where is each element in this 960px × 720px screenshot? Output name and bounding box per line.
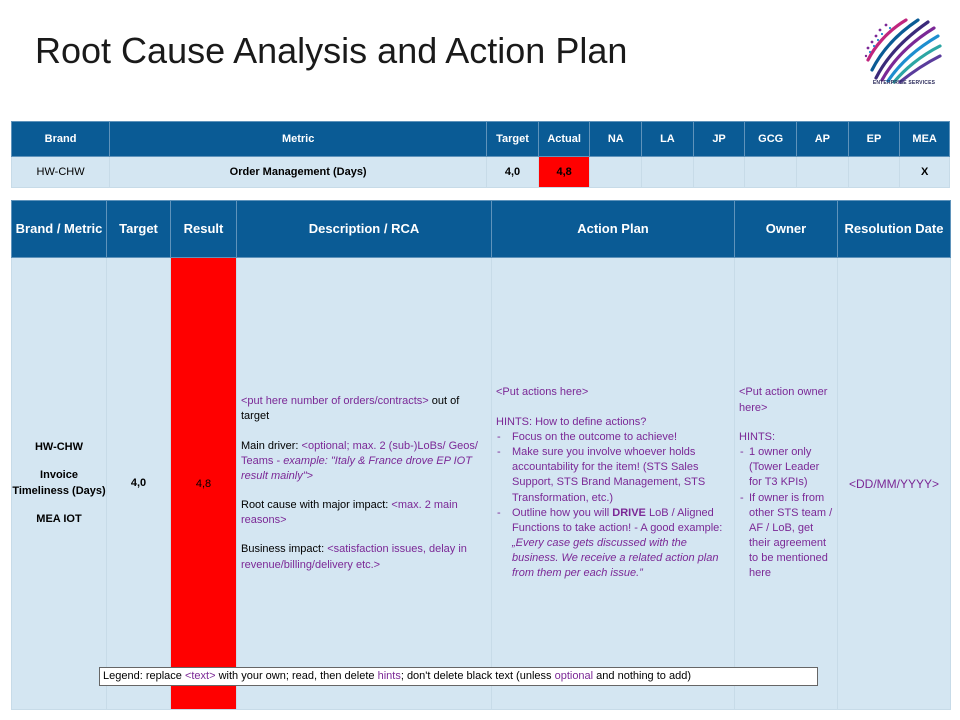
cell-na: [590, 157, 642, 188]
cell-gcg: [745, 157, 797, 188]
hint3-drive: DRIVE: [612, 506, 646, 519]
action-hints-list: [496, 430, 730, 582]
header-brand-metric: Brand / Metric: [12, 201, 107, 258]
owner-hint-item: - 1 owner only (Tower Leader for T3 KPIs): [739, 445, 833, 491]
cell-action-plan[interactable]: [492, 258, 735, 710]
header-ep: EP: [848, 122, 900, 157]
header-ap: AP: [797, 122, 849, 157]
header-la: LA: [642, 122, 694, 157]
legend-text: with your own; read, then delete: [215, 670, 378, 682]
region-label: MEA IOT: [36, 512, 82, 525]
header-target: Target: [107, 201, 171, 258]
header-owner: Owner: [735, 201, 838, 258]
owner-hint-item: - If owner is from other STS team / AF / LoB, get their agreement to be mentioned here: [739, 491, 833, 582]
header-action-plan: Action Plan: [492, 201, 735, 258]
legend-text: Legend: replace: [103, 670, 185, 682]
cell-brand: HW-CHW: [12, 157, 110, 188]
cell-target-value: 4,0: [107, 258, 171, 710]
summary-data-row: [12, 157, 950, 188]
cell-brand-metric: [12, 258, 107, 710]
cell-mea: X: [900, 157, 950, 188]
metric-label: Invoice Timeliness (Days): [12, 469, 106, 497]
action-hint-item: - Focus on the outcome to achieve!: [496, 430, 730, 445]
cell-actual: 4,8: [538, 157, 590, 188]
cell-description-rca[interactable]: [237, 258, 492, 710]
summary-table: [11, 121, 950, 188]
driver-line: [241, 439, 487, 485]
header-description-rca: Description / RCA: [237, 201, 492, 258]
header-result: Result: [171, 201, 237, 258]
business-impact-label: Business impact:: [241, 543, 328, 556]
action-hint-item: [496, 506, 730, 582]
business-impact-placeholder[interactable]: <satisfaction issues, delay in revenue/billing/delivery etc.>: [241, 543, 467, 571]
driver-placeholder[interactable]: <optional; max. 2 (sub-)LoBs/ Geos/ Teams -: [241, 439, 478, 467]
driver-close: >: [306, 469, 314, 482]
cell-owner[interactable]: [735, 258, 838, 710]
root-cause-label: Root cause with major impact:: [241, 499, 392, 512]
root-cause-placeholder[interactable]: <max. 2 main reasons>: [241, 499, 458, 527]
legend-hints-word: hints: [377, 670, 401, 682]
orders-placeholder[interactable]: <put here number of orders/contracts>: [241, 395, 429, 408]
orders-line: [241, 394, 487, 424]
driver-label: Main driver:: [241, 439, 302, 452]
legend-note: [99, 667, 818, 686]
legend-text: and nothing to add): [593, 670, 691, 682]
actions-placeholder[interactable]: <Put actions here>: [496, 386, 589, 399]
cell-target: 4,0: [487, 157, 539, 188]
hint3-text-b: LoB / Aligned Functions to take action! - A good example:: [512, 506, 723, 534]
owner-hints-list: [739, 445, 833, 582]
detail-table: [11, 200, 951, 710]
header-jp: JP: [693, 122, 745, 157]
header-resolution-date: Resolution Date: [838, 201, 951, 258]
summary-header-row: [12, 122, 950, 157]
cell-ap: [797, 157, 849, 188]
header-gcg: GCG: [745, 122, 797, 157]
owner-placeholder[interactable]: <Put action owner here>: [739, 386, 828, 414]
hint3-text: Outline how you will: [512, 506, 613, 519]
page-title: Root Cause Analysis and Action Plan: [35, 30, 628, 71]
root-cause-line: [241, 498, 487, 528]
cell-metric: Order Management (Days): [110, 157, 487, 188]
header-mea: MEA: [900, 122, 950, 157]
owner-hints-title: HINTS:: [739, 430, 776, 443]
cell-la: [642, 157, 694, 188]
legend-optional-word: optional: [554, 670, 594, 682]
detail-data-row: [12, 258, 951, 710]
action-hints-title: HINTS: How to define actions?: [496, 415, 647, 428]
brand-label: HW-CHW: [34, 440, 84, 453]
logo-caption: ENTERPRISE SERVICES: [872, 80, 936, 86]
business-impact-line: [241, 542, 487, 572]
header-target: Target: [487, 122, 539, 157]
header-na: NA: [590, 122, 642, 157]
legend-text-tag: <text>: [184, 670, 216, 682]
header-brand: Brand: [12, 122, 110, 157]
action-hint-item: - Make sure you involve whoever holds accountability for the item! (STS Sales Support, STS Brand Management, STS Transformation, etc.): [496, 445, 730, 506]
driver-example: example: "Italy & France drove EP IOT result mainly": [241, 454, 472, 482]
header-actual: Actual: [538, 122, 590, 157]
orders-suffix: out of target: [241, 395, 460, 423]
detail-header-row: [12, 201, 951, 258]
cell-jp: [693, 157, 745, 188]
cell-resolution-date[interactable]: <DD/MM/YYYY>: [838, 258, 951, 710]
legend-text: ; don't delete black text (unless: [400, 670, 555, 682]
hint3-example: „Every case gets discussed with the business. We receive a related action plan from them per each issue.”: [512, 537, 719, 580]
header-metric: Metric: [110, 122, 487, 157]
cell-ep: [848, 157, 900, 188]
cell-result-value: 4,8: [171, 258, 237, 710]
